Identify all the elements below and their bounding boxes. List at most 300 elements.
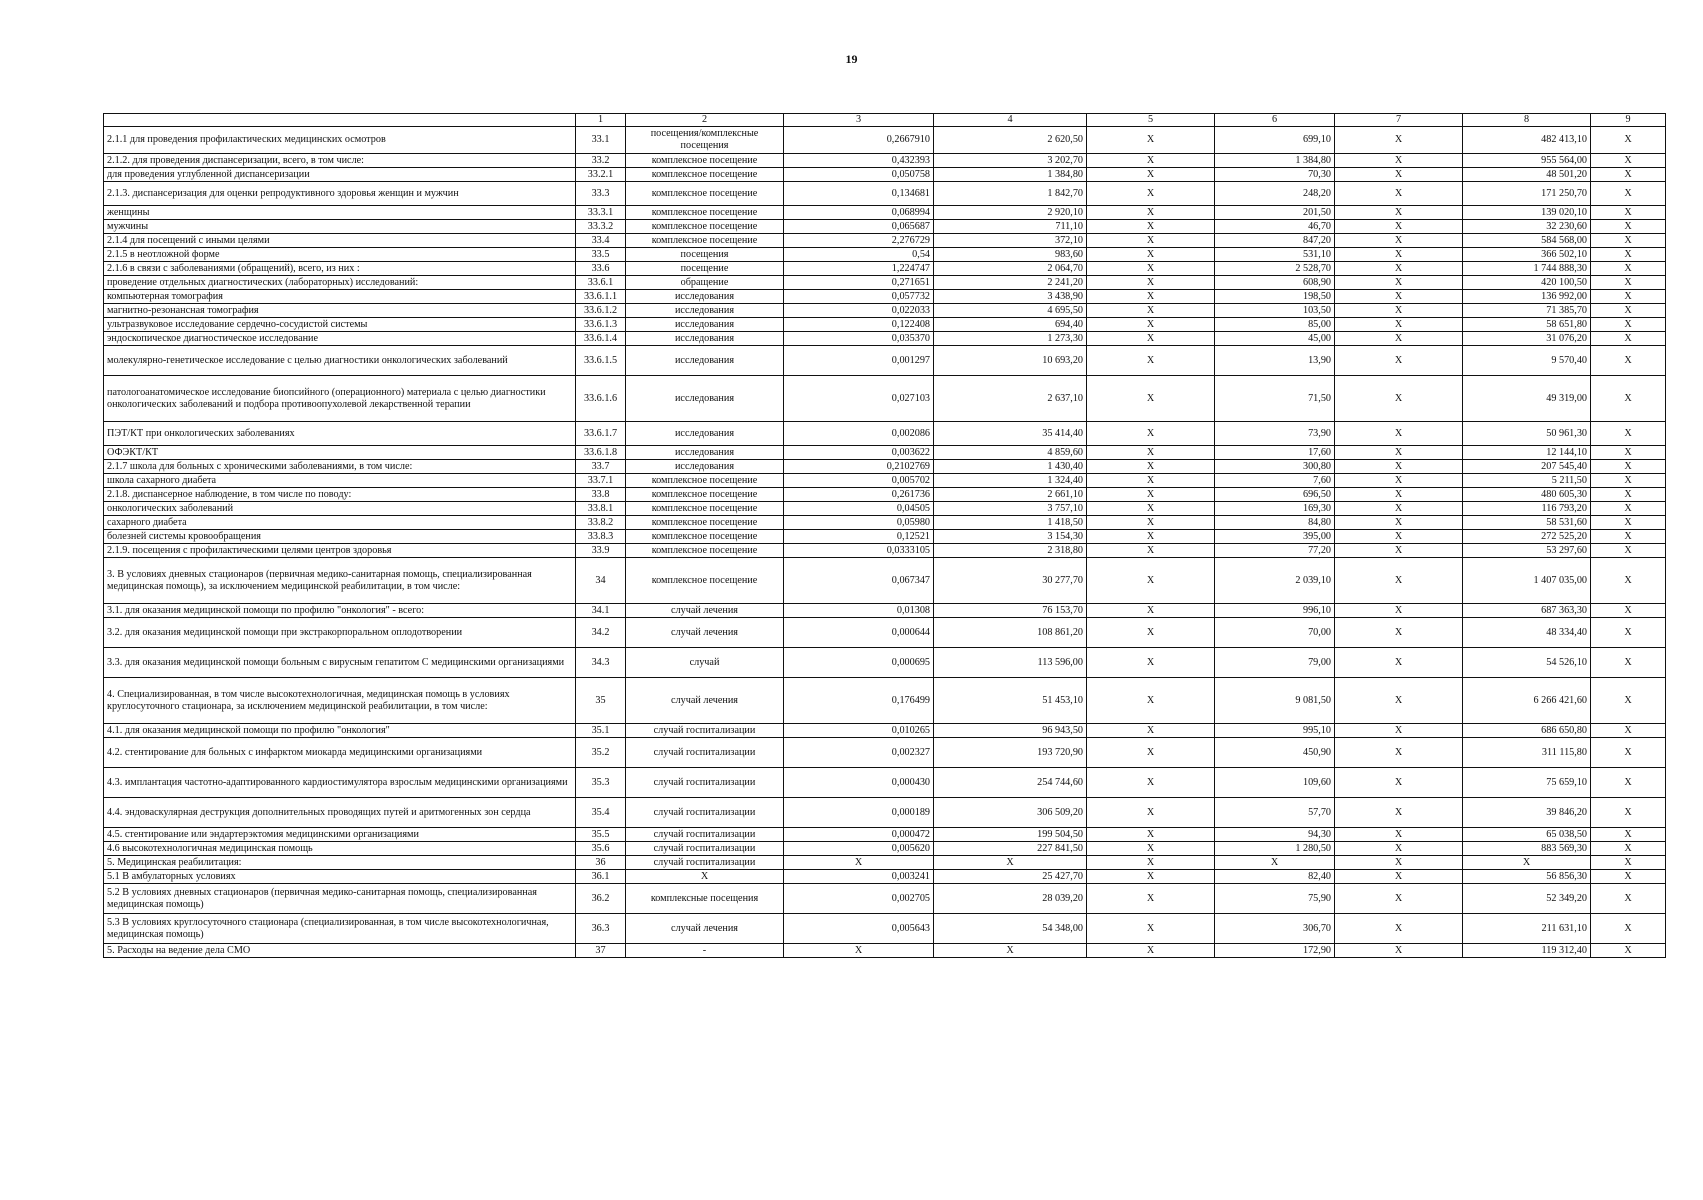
cell-col-5: X — [1087, 422, 1215, 446]
row-name: молекулярно-генетическое исследование с целью диагностики онкологических заболеваний — [104, 346, 576, 376]
cell-col-4: 35 414,40 — [934, 422, 1087, 446]
cell-col-7: X — [1335, 544, 1463, 558]
row-name: для проведения углубленной диспансеризации — [104, 168, 576, 182]
cell-col-7: X — [1335, 798, 1463, 828]
cell-col-4: 54 348,00 — [934, 914, 1087, 944]
cell-col-8: 883 569,30 — [1463, 842, 1591, 856]
row-unit: комплексное посещение — [626, 234, 784, 248]
cell-col-5: X — [1087, 474, 1215, 488]
cell-col-9: X — [1591, 724, 1666, 738]
cell-col-6: 82,40 — [1215, 870, 1335, 884]
cell-col-4: 199 504,50 — [934, 828, 1087, 842]
row-unit: комплексное посещение — [626, 168, 784, 182]
table-row — [104, 346, 1666, 376]
cell-col-6: 1 280,50 — [1215, 842, 1335, 856]
cell-col-6: 45,00 — [1215, 332, 1335, 346]
cell-col-8: 32 230,60 — [1463, 220, 1591, 234]
row-name: 4. Специализированная, в том числе высокотехнологичная, медицинская помощь в условиях круглосуточного стационара, за исключением медицинской реабилитации, в том числе: — [104, 678, 576, 724]
cell-col-6: 94,30 — [1215, 828, 1335, 842]
cell-col-5: X — [1087, 206, 1215, 220]
cell-col-8: 39 846,20 — [1463, 798, 1591, 828]
cell-col-3: 0,002705 — [784, 884, 934, 914]
table-row — [104, 276, 1666, 290]
table-row — [104, 376, 1666, 422]
cell-col-3: 0,54 — [784, 248, 934, 262]
row-name: 4.4. эндоваскулярная деструкция дополнительных проводящих путей и аритмогенных зон сердца — [104, 798, 576, 828]
cell-col-3: 0,010265 — [784, 724, 934, 738]
cell-col-6: 201,50 — [1215, 206, 1335, 220]
cell-col-4: 2 620,50 — [934, 127, 1087, 154]
row-name: 4.6 высокотехнологичная медицинская помощь — [104, 842, 576, 856]
row-name: школа сахарного диабета — [104, 474, 576, 488]
cell-col-6: 103,50 — [1215, 304, 1335, 318]
table-row — [104, 234, 1666, 248]
cell-col-5: X — [1087, 376, 1215, 422]
cell-col-8: 311 115,80 — [1463, 738, 1591, 768]
row-unit: случай госпитализации — [626, 738, 784, 768]
cell-col-9: X — [1591, 678, 1666, 724]
cell-col-6: 995,10 — [1215, 724, 1335, 738]
cell-col-4: 711,10 — [934, 220, 1087, 234]
cell-col-9: X — [1591, 460, 1666, 474]
row-code: 35.3 — [576, 768, 626, 798]
row-code: 33.6.1.3 — [576, 318, 626, 332]
cell-col-6: 9 081,50 — [1215, 678, 1335, 724]
cell-col-4: 113 596,00 — [934, 648, 1087, 678]
cell-col-3: 0,005620 — [784, 842, 934, 856]
cell-col-6: 699,10 — [1215, 127, 1335, 154]
cell-col-9: X — [1591, 516, 1666, 530]
cell-col-8: 211 631,10 — [1463, 914, 1591, 944]
cell-col-8: 49 319,00 — [1463, 376, 1591, 422]
cell-col-3: 0,002086 — [784, 422, 934, 446]
cell-col-9: X — [1591, 332, 1666, 346]
row-name: онкологических заболеваний — [104, 502, 576, 516]
header-cell: 4 — [934, 114, 1087, 127]
cell-col-5: X — [1087, 346, 1215, 376]
table-row — [104, 474, 1666, 488]
cell-col-7: X — [1335, 828, 1463, 842]
row-unit: случай госпитализации — [626, 724, 784, 738]
cell-col-7: X — [1335, 290, 1463, 304]
cell-col-8: 1 744 888,30 — [1463, 262, 1591, 276]
table-row — [104, 488, 1666, 502]
cell-col-4: 28 039,20 — [934, 884, 1087, 914]
cell-col-9: X — [1591, 530, 1666, 544]
row-name: 2.1.3. диспансеризация для оценки репродуктивного здоровья женщин и мужчин — [104, 182, 576, 206]
row-code: 36.1 — [576, 870, 626, 884]
cell-col-3: 0,134681 — [784, 182, 934, 206]
row-unit: - — [626, 944, 784, 958]
cell-col-8: 686 650,80 — [1463, 724, 1591, 738]
cell-col-9: X — [1591, 220, 1666, 234]
cell-col-9: X — [1591, 914, 1666, 944]
cell-col-5: X — [1087, 276, 1215, 290]
cell-col-8: 56 856,30 — [1463, 870, 1591, 884]
table-row — [104, 856, 1666, 870]
row-name: компьютерная томография — [104, 290, 576, 304]
row-code: 33.3.1 — [576, 206, 626, 220]
row-unit: комплексные посещения — [626, 884, 784, 914]
row-name: ультразвуковое исследование сердечно-сосудистой системы — [104, 318, 576, 332]
row-unit: случай лечения — [626, 914, 784, 944]
row-code: 33.2.1 — [576, 168, 626, 182]
row-name: 4.1. для оказания медицинской помощи по профилю "онкология" — [104, 724, 576, 738]
cell-col-3: 0,000644 — [784, 618, 934, 648]
row-unit: комплексное посещение — [626, 516, 784, 530]
cell-col-3: 0,001297 — [784, 346, 934, 376]
header-cell: 8 — [1463, 114, 1591, 127]
cell-col-4: 3 438,90 — [934, 290, 1087, 304]
cell-col-4: 10 693,20 — [934, 346, 1087, 376]
cell-col-4: 96 943,50 — [934, 724, 1087, 738]
cell-col-3: 0,271651 — [784, 276, 934, 290]
cell-col-4: 4 695,50 — [934, 304, 1087, 318]
cell-col-3: 0,050758 — [784, 168, 934, 182]
cell-col-8: 5 211,50 — [1463, 474, 1591, 488]
cell-col-5: X — [1087, 842, 1215, 856]
row-name: болезней системы кровообращения — [104, 530, 576, 544]
row-name: 2.1.2. для проведения диспансеризации, всего, в том числе: — [104, 154, 576, 168]
row-code: 36 — [576, 856, 626, 870]
cell-col-5: X — [1087, 234, 1215, 248]
cell-col-8: 116 793,20 — [1463, 502, 1591, 516]
cell-col-8: 12 144,10 — [1463, 446, 1591, 460]
cell-col-6: 2 528,70 — [1215, 262, 1335, 276]
row-code: 35.2 — [576, 738, 626, 768]
cell-col-8: 171 250,70 — [1463, 182, 1591, 206]
cell-col-5: X — [1087, 182, 1215, 206]
data-table — [103, 113, 1666, 958]
cell-col-3: 0,068994 — [784, 206, 934, 220]
cell-col-6: 17,60 — [1215, 446, 1335, 460]
cell-col-4: X — [934, 856, 1087, 870]
cell-col-3: 0,035370 — [784, 332, 934, 346]
header-cell: 9 — [1591, 114, 1666, 127]
cell-col-3: 0,027103 — [784, 376, 934, 422]
row-unit: исследования — [626, 376, 784, 422]
table-row — [104, 290, 1666, 304]
row-code: 33.9 — [576, 544, 626, 558]
row-code: 35.4 — [576, 798, 626, 828]
row-code: 37 — [576, 944, 626, 958]
table-row — [104, 154, 1666, 168]
cell-col-7: X — [1335, 516, 1463, 530]
table-row — [104, 798, 1666, 828]
cell-col-9: X — [1591, 248, 1666, 262]
row-unit: исследования — [626, 460, 784, 474]
cell-col-7: X — [1335, 206, 1463, 220]
row-unit: посещение — [626, 262, 784, 276]
row-code: 35.1 — [576, 724, 626, 738]
row-code: 33.6.1.2 — [576, 304, 626, 318]
row-name: 3.2. для оказания медицинской помощи при экстракорпоральном оплодотворении — [104, 618, 576, 648]
cell-col-6: 169,30 — [1215, 502, 1335, 516]
cell-col-5: X — [1087, 318, 1215, 332]
row-name: мужчины — [104, 220, 576, 234]
row-code: 36.2 — [576, 884, 626, 914]
row-unit: исследования — [626, 446, 784, 460]
row-code: 33.6.1.6 — [576, 376, 626, 422]
row-unit: исследования — [626, 304, 784, 318]
cell-col-5: X — [1087, 648, 1215, 678]
table-row — [104, 318, 1666, 332]
cell-col-5: X — [1087, 544, 1215, 558]
cell-col-3: X — [784, 856, 934, 870]
cell-col-5: X — [1087, 678, 1215, 724]
cell-col-7: X — [1335, 154, 1463, 168]
cell-col-7: X — [1335, 332, 1463, 346]
row-unit: посещения/комплексные посещения — [626, 127, 784, 154]
cell-col-5: X — [1087, 168, 1215, 182]
cell-col-4: 306 509,20 — [934, 798, 1087, 828]
table-row — [104, 262, 1666, 276]
cell-col-9: X — [1591, 182, 1666, 206]
row-unit: комплексное посещение — [626, 182, 784, 206]
cell-col-9: X — [1591, 276, 1666, 290]
cell-col-9: X — [1591, 768, 1666, 798]
cell-col-4: 1 324,40 — [934, 474, 1087, 488]
table-row — [104, 182, 1666, 206]
cell-col-7: X — [1335, 220, 1463, 234]
cell-col-9: X — [1591, 842, 1666, 856]
cell-col-5: X — [1087, 604, 1215, 618]
cell-col-9: X — [1591, 828, 1666, 842]
cell-col-7: X — [1335, 168, 1463, 182]
cell-col-3: 2,276729 — [784, 234, 934, 248]
table-row — [104, 944, 1666, 958]
header-cell: 5 — [1087, 114, 1215, 127]
cell-col-7: X — [1335, 318, 1463, 332]
cell-col-9: X — [1591, 318, 1666, 332]
table-row — [104, 618, 1666, 648]
header-cell: 6 — [1215, 114, 1335, 127]
cell-col-4: 25 427,70 — [934, 870, 1087, 884]
cell-col-9: X — [1591, 290, 1666, 304]
cell-col-8: 482 413,10 — [1463, 127, 1591, 154]
cell-col-6: 57,70 — [1215, 798, 1335, 828]
row-code: 33.8 — [576, 488, 626, 502]
cell-col-6: 70,00 — [1215, 618, 1335, 648]
cell-col-6: 847,20 — [1215, 234, 1335, 248]
row-unit: исследования — [626, 290, 784, 304]
cell-col-4: 2 241,20 — [934, 276, 1087, 290]
cell-col-3: 0,261736 — [784, 488, 934, 502]
cell-col-4: 30 277,70 — [934, 558, 1087, 604]
cell-col-7: X — [1335, 422, 1463, 446]
row-name: 5. Медицинская реабилитация: — [104, 856, 576, 870]
cell-col-9: X — [1591, 127, 1666, 154]
cell-col-7: X — [1335, 842, 1463, 856]
row-name: ОФЭКТ/КТ — [104, 446, 576, 460]
cell-col-4: 983,60 — [934, 248, 1087, 262]
cell-col-9: X — [1591, 474, 1666, 488]
cell-col-3: 0,2102769 — [784, 460, 934, 474]
cell-col-8: 207 545,40 — [1463, 460, 1591, 474]
cell-col-6: 73,90 — [1215, 422, 1335, 446]
table-row — [104, 446, 1666, 460]
cell-col-9: X — [1591, 304, 1666, 318]
table-row — [104, 738, 1666, 768]
cell-col-5: X — [1087, 914, 1215, 944]
table-row — [104, 914, 1666, 944]
cell-col-3: 0,122408 — [784, 318, 934, 332]
cell-col-8: 53 297,60 — [1463, 544, 1591, 558]
cell-col-9: X — [1591, 376, 1666, 422]
row-code: 33.8.1 — [576, 502, 626, 516]
table-row — [104, 678, 1666, 724]
cell-col-9: X — [1591, 648, 1666, 678]
cell-col-4: 3 757,10 — [934, 502, 1087, 516]
cell-col-7: X — [1335, 856, 1463, 870]
row-code: 33.6.1 — [576, 276, 626, 290]
cell-col-8: 54 526,10 — [1463, 648, 1591, 678]
cell-col-4: 694,40 — [934, 318, 1087, 332]
cell-col-6: 1 384,80 — [1215, 154, 1335, 168]
cell-col-6: 85,00 — [1215, 318, 1335, 332]
cell-col-3: 0,000189 — [784, 798, 934, 828]
row-name: 2.1.1 для проведения профилактических медицинских осмотров — [104, 127, 576, 154]
cell-col-4: 2 318,80 — [934, 544, 1087, 558]
cell-col-5: X — [1087, 502, 1215, 516]
cell-col-7: X — [1335, 768, 1463, 798]
cell-col-7: X — [1335, 234, 1463, 248]
cell-col-5: X — [1087, 944, 1215, 958]
cell-col-5: X — [1087, 558, 1215, 604]
table-row — [104, 828, 1666, 842]
cell-col-5: X — [1087, 724, 1215, 738]
row-code: 33.5 — [576, 248, 626, 262]
cell-col-6: 608,90 — [1215, 276, 1335, 290]
cell-col-4: 193 720,90 — [934, 738, 1087, 768]
cell-col-6: 77,20 — [1215, 544, 1335, 558]
row-unit: обращение — [626, 276, 784, 290]
cell-col-6: 70,30 — [1215, 168, 1335, 182]
cell-col-7: X — [1335, 558, 1463, 604]
row-code: 33.1 — [576, 127, 626, 154]
row-name: 5.1 В амбулаторных условиях — [104, 870, 576, 884]
table-row — [104, 168, 1666, 182]
row-code: 33.2 — [576, 154, 626, 168]
row-code: 34 — [576, 558, 626, 604]
cell-col-9: X — [1591, 234, 1666, 248]
row-unit: случай лечения — [626, 618, 784, 648]
cell-col-9: X — [1591, 346, 1666, 376]
table-row — [104, 530, 1666, 544]
cell-col-3: 0,067347 — [784, 558, 934, 604]
row-code: 35 — [576, 678, 626, 724]
cell-col-3: 0,2667910 — [784, 127, 934, 154]
table-row — [104, 332, 1666, 346]
cell-col-8: X — [1463, 856, 1591, 870]
row-name: 3.3. для оказания медицинской помощи больным с вирусным гепатитом С медицинскими организациями — [104, 648, 576, 678]
row-unit: комплексное посещение — [626, 474, 784, 488]
cell-col-4: 1 384,80 — [934, 168, 1087, 182]
cell-col-4: 76 153,70 — [934, 604, 1087, 618]
cell-col-8: 119 312,40 — [1463, 944, 1591, 958]
row-name: 5.2 В условиях дневных стационаров (первичная медико-санитарная помощь, специализированная медицинская помощь) — [104, 884, 576, 914]
cell-col-5: X — [1087, 530, 1215, 544]
cell-col-9: X — [1591, 446, 1666, 460]
cell-col-8: 48 334,40 — [1463, 618, 1591, 648]
row-code: 36.3 — [576, 914, 626, 944]
row-unit: исследования — [626, 346, 784, 376]
cell-col-9: X — [1591, 884, 1666, 914]
cell-col-3: 0,176499 — [784, 678, 934, 724]
cell-col-5: X — [1087, 768, 1215, 798]
cell-col-8: 9 570,40 — [1463, 346, 1591, 376]
table-row — [104, 206, 1666, 220]
row-name: 3.1. для оказания медицинской помощи по профилю "онкология" - всего: — [104, 604, 576, 618]
cell-col-6: 71,50 — [1215, 376, 1335, 422]
row-name: ПЭТ/КТ при онкологических заболеваниях — [104, 422, 576, 446]
table-row — [104, 516, 1666, 530]
cell-col-5: X — [1087, 618, 1215, 648]
row-name: 2.1.7 школа для больных с хроническими заболеваниями, в том числе: — [104, 460, 576, 474]
cell-col-9: X — [1591, 262, 1666, 276]
cell-col-3: 0,005702 — [784, 474, 934, 488]
cell-col-8: 1 407 035,00 — [1463, 558, 1591, 604]
row-name: 2.1.4 для посещений с иными целями — [104, 234, 576, 248]
cell-col-9: X — [1591, 206, 1666, 220]
cell-col-9: X — [1591, 618, 1666, 648]
cell-col-7: X — [1335, 262, 1463, 276]
cell-col-9: X — [1591, 870, 1666, 884]
row-unit: случай лечения — [626, 678, 784, 724]
row-unit: X — [626, 870, 784, 884]
row-name: 3. В условиях дневных стационаров (первичная медико-санитарная помощь, специализированная медицинская помощь), за исключением медицинской реабилитации, в том числе: — [104, 558, 576, 604]
cell-col-6: 172,90 — [1215, 944, 1335, 958]
row-name: сахарного диабета — [104, 516, 576, 530]
cell-col-9: X — [1591, 502, 1666, 516]
cell-col-4: 51 453,10 — [934, 678, 1087, 724]
cell-col-3: 0,003622 — [784, 446, 934, 460]
cell-col-4: 2 637,10 — [934, 376, 1087, 422]
cell-col-8: 50 961,30 — [1463, 422, 1591, 446]
cell-col-5: X — [1087, 304, 1215, 318]
cell-col-5: X — [1087, 248, 1215, 262]
cell-col-4: 1 273,30 — [934, 332, 1087, 346]
cell-col-9: X — [1591, 856, 1666, 870]
cell-col-3: 0,002327 — [784, 738, 934, 768]
cell-col-8: 52 349,20 — [1463, 884, 1591, 914]
cell-col-6: 84,80 — [1215, 516, 1335, 530]
cell-col-7: X — [1335, 678, 1463, 724]
row-name: 2.1.8. диспансерное наблюдение, в том числе по поводу: — [104, 488, 576, 502]
row-name: 2.1.6 в связи с заболеваниями (обращений), всего, из них : — [104, 262, 576, 276]
header-row — [104, 114, 1666, 127]
cell-col-5: X — [1087, 220, 1215, 234]
table-row — [104, 127, 1666, 154]
row-unit: комплексное посещение — [626, 544, 784, 558]
table-row — [104, 248, 1666, 262]
cell-col-4: 3 154,30 — [934, 530, 1087, 544]
cell-col-6: 996,10 — [1215, 604, 1335, 618]
row-name: 4.3. имплантация частотно-адаптированного кардиостимулятора взрослым медицинскими организациями — [104, 768, 576, 798]
cell-col-8: 139 020,10 — [1463, 206, 1591, 220]
header-cell: 3 — [784, 114, 934, 127]
cell-col-5: X — [1087, 488, 1215, 502]
row-code: 33.7 — [576, 460, 626, 474]
cell-col-8: 65 038,50 — [1463, 828, 1591, 842]
row-name: 4.5. стентирование или эндартерэктомия медицинскими организациями — [104, 828, 576, 842]
table-row — [104, 422, 1666, 446]
cell-col-7: X — [1335, 618, 1463, 648]
cell-col-7: X — [1335, 474, 1463, 488]
cell-col-7: X — [1335, 276, 1463, 290]
cell-col-4: 372,10 — [934, 234, 1087, 248]
cell-col-8: 366 502,10 — [1463, 248, 1591, 262]
